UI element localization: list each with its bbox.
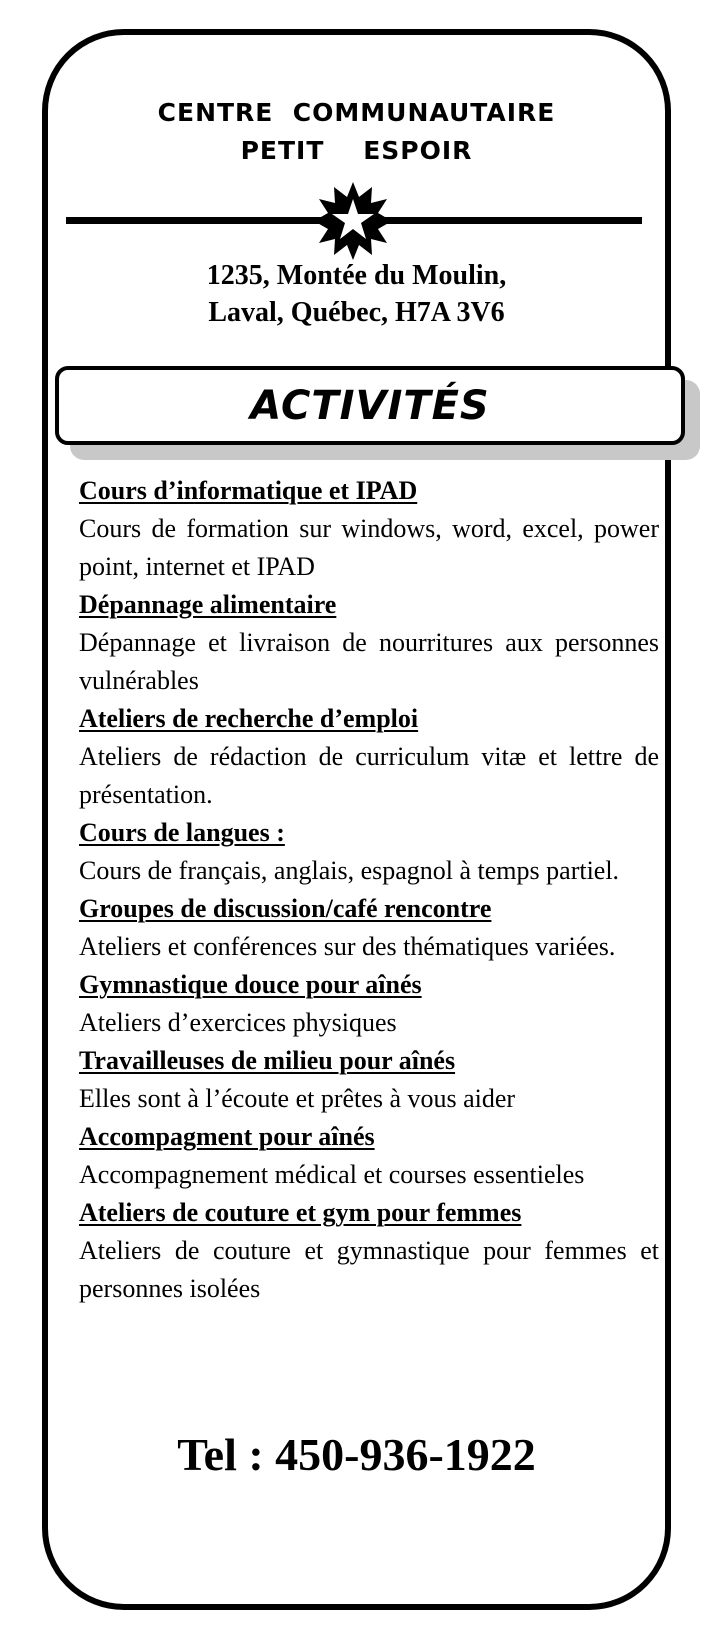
star-badge-icon <box>314 182 392 260</box>
activity-description: Ateliers et conférences sur des thématiques variées. <box>79 932 616 961</box>
activity-item <box>79 966 659 1042</box>
activities-banner-title: ACTIVITÉS <box>250 382 490 429</box>
address-line2: Laval, Québec, H7A 3V6 <box>208 297 505 328</box>
org-name-line1: CENTRE COMMUNAUTAIRE <box>157 98 556 127</box>
activity-title: Cours d’informatique et IPAD <box>79 476 418 505</box>
activity-title: Cours de langues : <box>79 818 285 847</box>
activity-description: Ateliers de rédaction de curriculum vitæ et lettre de présentation. <box>79 742 659 809</box>
activity-title: Ateliers de recherche d’emploi <box>79 704 419 733</box>
activity-description: Accompagnement médical et courses essentieles <box>79 1160 585 1189</box>
activity-description: Cours de français, anglais, espagnol à temps partiel. <box>79 856 620 885</box>
activity-title: Groupes de discussion/café rencontre <box>79 894 492 923</box>
activity-item <box>79 814 659 890</box>
address-line1: 1235, Montée du Moulin, <box>206 260 507 291</box>
org-name-line2: PETIT ESPOIR <box>240 136 473 165</box>
phone-number: Tel : 450-936-1922 <box>177 1429 536 1480</box>
activity-item <box>79 890 659 966</box>
activity-description: Cours de formation sur windows, word, excel, power point, internet et IPAD <box>79 514 659 581</box>
activity-item <box>79 1042 659 1118</box>
activity-title: Gymnastique douce pour aînés <box>79 970 422 999</box>
activity-description: Elles sont à l’écoute et prêtes à vous aider <box>79 1084 516 1113</box>
activity-description: Dépannage et livraison de nourritures aux personnes vulnérables <box>79 628 659 695</box>
activities-list <box>79 472 659 1308</box>
activity-item <box>79 1194 659 1308</box>
activity-title: Dépannage alimentaire <box>79 590 337 619</box>
activity-description: Ateliers d’exercices physiques <box>79 1008 397 1037</box>
activity-item <box>79 472 659 586</box>
activity-item <box>79 700 659 814</box>
activity-title: Accompagment pour aînés <box>79 1122 375 1151</box>
activities-banner <box>55 366 685 445</box>
activity-item <box>79 1118 659 1194</box>
activity-title: Ateliers de couture et gym pour femmes <box>79 1198 522 1227</box>
activity-title: Travailleuses de milieu pour aînés <box>79 1046 456 1075</box>
activity-description: Ateliers de couture et gymnastique pour femmes et personnes isolées <box>79 1236 659 1303</box>
activity-item <box>79 586 659 700</box>
